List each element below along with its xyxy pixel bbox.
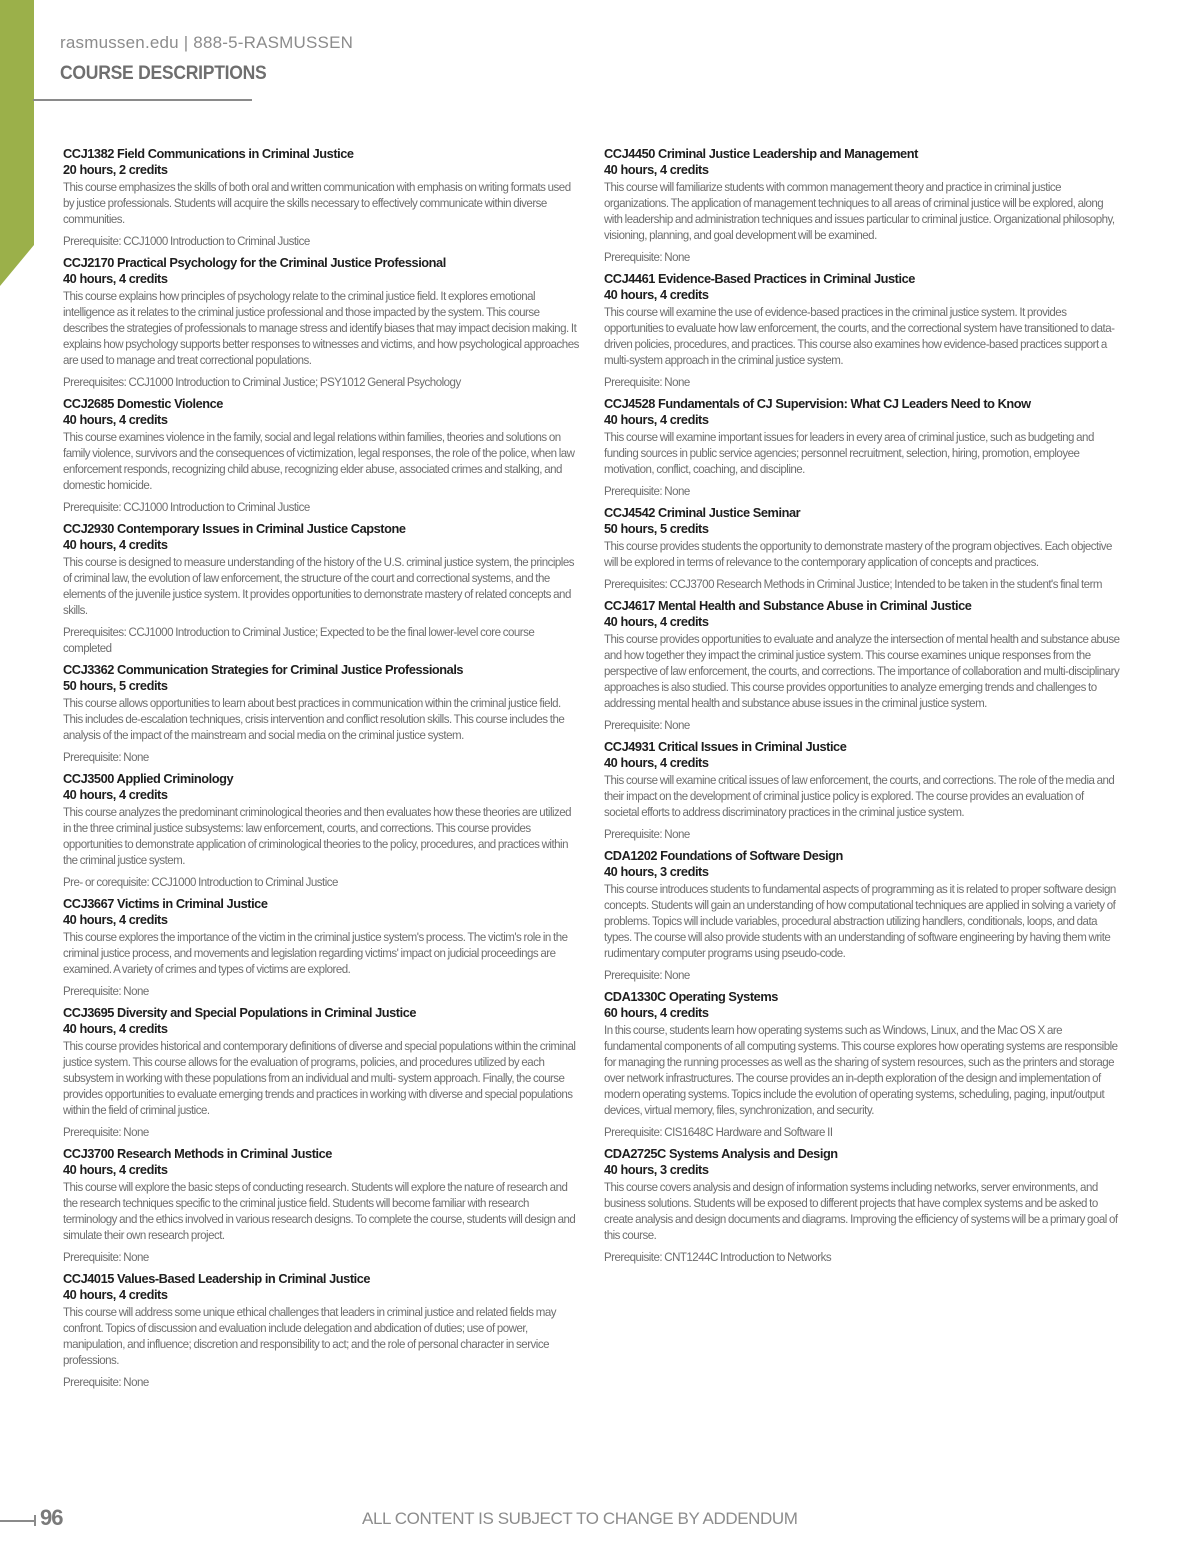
course-hours: 40 hours, 4 credits [63,1162,168,1177]
course-entry [63,771,583,890]
course-title: CCJ3700 Research Methods in Criminal Justice [63,1146,332,1161]
course-entry [604,271,1124,390]
course-hours: 40 hours, 4 credits [604,755,709,770]
course-description: This course will examine critical issues of law enforcement, the courts, and corrections. The role of the media and their impact on the development of criminal justice policy is explored. The course provides an evaluation of societal efforts to address discriminatory practices in the criminal justice system. [604,773,1115,819]
course-prerequisite: Prerequisites: CCJ1000 Introduction to Criminal Justice; Expected to be the final lower-level core course completed [63,625,535,655]
course-prerequisite: Prerequisite: CNT1244C Introduction to Networks [604,1250,832,1264]
course-entry [604,989,1124,1140]
course-description: This course analyzes the predominant criminological theories and then evaluates how these theories are utilized in the three criminal justice subsystems: law enforcement, courts, and corrections. This course provides opportunities to demonstrate application of criminological theories to the policy, procedures, and practices within the criminal justice system. [63,805,572,867]
course-description: This course explores the importance of the victim in the criminal justice system's process. The victim's role in the criminal justice process, and movements and legislation regarding victims' impact on judicial proceedings are examined. A variety of crimes and types of victims are explored. [63,930,568,976]
course-entry [63,396,583,515]
course-hours: 40 hours, 4 credits [63,412,168,427]
course-entry [604,739,1124,842]
header-divider [33,99,252,101]
course-title: CDA2725C Systems Analysis and Design [604,1146,838,1161]
course-description: This course explains how principles of psychology relate to the criminal justice field. It explores emotional intelligence as it relates to the criminal justice professional and those impacted by the system. This course describes the strategies of professionals to manage stress and identify biases that may impact decision making. It explains how psychology supports better responses to witnesses and victims, and how psychological approaches are used to manage and treat correctional populations. [63,289,579,367]
course-prerequisite: Prerequisite: None [604,718,690,732]
course-prerequisite: Prerequisite: CIS1648C Hardware and Software II [604,1125,833,1139]
footer-tick [34,1515,36,1526]
course-entry [604,505,1124,592]
course-hours: 40 hours, 4 credits [63,1287,168,1302]
course-entry [63,1146,583,1265]
course-title: CCJ4528 Fundamentals of CJ Supervision: What CJ Leaders Need to Know [604,396,1031,411]
course-entry [63,521,583,656]
course-description: This course provides historical and contemporary definitions of diverse and special populations within the criminal justice system. This course allows for the evaluation of programs, policies, and procedures utilized by each subsystem in working with these populations from an individual and multi- system approach. Finally, the course provides opportunities to evaluate emerging trends and practices in working with diverse and special populations within the field of criminal justice. [63,1039,576,1117]
course-entry [604,396,1124,499]
course-prerequisite: Prerequisite: None [604,827,690,841]
course-entry [604,848,1124,983]
course-hours: 40 hours, 4 credits [63,787,168,802]
course-title: CCJ4461 Evidence-Based Practices in Criminal Justice [604,271,915,286]
course-entry [604,598,1124,733]
course-description: This course provides opportunities to evaluate and analyze the intersection of mental health and substance abuse and how together they impact the criminal justice system. This course examines unique responses from the perspective of law enforcement, the courts, and corrections. The importance of collaboration and multi-disciplinary approaches is also studied. This course provides opportunities to analyze emerging trends and challenges to addressing mental health and substance abuse issues in the criminal justice system. [604,632,1120,710]
course-prerequisite: Prerequisite: None [63,1375,149,1389]
course-prerequisite: Prerequisites: CCJ1000 Introduction to Criminal Justice; PSY1012 General Psychology [63,375,461,389]
course-hours: 20 hours, 2 credits [63,162,168,177]
footer-rule [0,1520,34,1522]
course-hours: 40 hours, 4 credits [63,537,168,552]
course-hours: 40 hours, 3 credits [604,864,709,879]
course-entry [63,662,583,765]
course-description: This course covers analysis and design of information systems including networks, server environments, and business solutions. Students will be exposed to different projects that have complex systems and be asked to create analysis and design documents and diagrams. Improving the efficiency of systems will be a primary goal of this course. [604,1180,1118,1242]
course-title: CCJ3500 Applied Criminology [63,771,234,786]
course-title: CCJ4450 Criminal Justice Leadership and Management [604,146,918,161]
course-hours: 40 hours, 4 credits [63,1021,168,1036]
course-entry [63,896,583,999]
course-prerequisite: Prerequisite: CCJ1000 Introduction to Criminal Justice [63,234,310,248]
course-title: CCJ2685 Domestic Violence [63,396,223,411]
course-entry [604,146,1124,265]
course-title: CCJ2170 Practical Psychology for the Criminal Justice Professional [63,255,446,270]
course-description: This course examines violence in the family, social and legal relations within families, theories and solutions on family violence, survivors and the consequences of victimization, legal responses, the role of the police, when law enforcement responds, recognizing child abuse, recognizing elder abuse, associated crimes and stalking, and domestic homicide. [63,430,575,492]
course-description: This course introduces students to fundamental aspects of programming as it is related to proper software design concepts. Students will gain an understanding of how computational techniques are applied in solving a variety of problems. Topics will include variables, procedural abstraction utilizing handlers, conditionals, loops, and data types. The course will also provide students with an understanding of software engineering by having them write rudimentary computer programs using pseudo-code. [604,882,1116,960]
accent-bar [0,0,34,286]
page-number: 96 [40,1505,63,1530]
course-description: This course will examine the use of evidence-based practices in the criminal justice system. It provides opportunities to evaluate how law enforcement, the courts, and the correctional system have transitioned to data-driven policies, procedures, and practices. This course also examines how evidence-based practices support a multi-system approach in the criminal justice system. [604,305,1115,367]
footer-disclaimer: ALL CONTENT IS SUBJECT TO CHANGE BY ADDENDUM [362,1509,798,1528]
course-hours: 40 hours, 4 credits [63,271,168,286]
course-entry [63,146,583,249]
course-description: This course will familiarize students with common management theory and practice in criminal justice organizations. The application of management techniques to all areas of criminal justice will be explored, along with leadership and administration techniques and issues particular to criminal justice. Organizational philosophy, visioning, planning, and goal development will be examined. [604,180,1115,242]
course-title: CDA1330C Operating Systems [604,989,778,1004]
course-prerequisite: Prerequisites: CCJ3700 Research Methods in Criminal Justice; Intended to be taken in the student's final term [604,577,1103,591]
course-title: CCJ4542 Criminal Justice Seminar [604,505,801,520]
course-hours: 40 hours, 3 credits [604,1162,709,1177]
course-title: CCJ4931 Critical Issues in Criminal Justice [604,739,847,754]
course-hours: 40 hours, 4 credits [604,614,709,629]
course-description: This course will address some unique ethical challenges that leaders in criminal justice and related fields may confront. Topics of discussion and evaluation include delegation and abdication of duties; use of power, manipulation, and influence; discretion and responsibility to act; and the role of personal character in service professions. [63,1305,557,1367]
left-column [63,146,583,1396]
right-column [604,146,1124,1271]
course-entry [63,255,583,390]
course-title: CCJ1382 Field Communications in Criminal Justice [63,146,354,161]
course-hours: 50 hours, 5 credits [63,678,168,693]
course-description: This course provides students the opportunity to demonstrate mastery of the program objectives. Each objective will be explored in terms of relevance to the contemporary application of concepts and practices. [604,539,1112,569]
course-prerequisite: Prerequisite: None [604,968,690,982]
course-title: CCJ2930 Contemporary Issues in Criminal Justice Capstone [63,521,406,536]
course-hours: 50 hours, 5 credits [604,521,709,536]
course-hours: 40 hours, 4 credits [604,287,709,302]
course-title: CCJ4617 Mental Health and Substance Abuse in Criminal Justice [604,598,972,613]
course-hours: 40 hours, 4 credits [604,162,709,177]
course-description: This course will examine important issues for leaders in every area of criminal justice, such as budgeting and funding sources in public service agencies; personnel recruitment, selection, hiring, promotion, employee motivation, conflict, coaching, and discipline. [604,430,1094,476]
course-entry [604,1146,1124,1265]
course-hours: 40 hours, 4 credits [604,412,709,427]
course-description: This course emphasizes the skills of both oral and written communication with emphasis on writing formats used by justice professionals. Students will acquire the skills necessary to effectively communicate within diverse communities. [63,180,571,226]
course-hours: 40 hours, 4 credits [63,912,168,927]
course-description: This course will explore the basic steps of conducting research. Students will explore the nature of research and the research techniques specific to the criminal justice field. Students will become familiar with research terminology and the ethics involved in various research designs. To complete the course, students will design and simulate their own research project. [63,1180,576,1242]
site-contact: rasmussen.edu | 888-5-RASMUSSEN [60,33,354,52]
course-title: CDA1202 Foundations of Software Design [604,848,843,863]
course-description: In this course, students learn how operating systems such as Windows, Linux, and the Mac OS X are fundamental components of all computing systems. This course explores how operating systems are responsible for managing the running processes as well as the sharing of system resources, such as the printers and storage over network infrastructures. The course provides an in-depth exploration of the design and implementation of modern operating systems. Topics include the evolution of operating systems, scheduling, paging, input/output devices, virtual memory, files, synchronization, and security. [604,1023,1118,1117]
course-description: This course allows opportunities to learn about best practices in communication within the criminal justice field. This includes de-escalation techniques, crisis intervention and conflict resolution skills. This course includes the analysis of the impact of the mainstream and social media on the criminal justice system. [63,696,565,742]
course-title: CCJ3695 Diversity and Special Populations in Criminal Justice [63,1005,417,1020]
course-prerequisite: Prerequisite: None [63,984,149,998]
course-prerequisite: Prerequisite: None [63,1125,149,1139]
course-prerequisite: Prerequisite: None [604,250,690,264]
course-prerequisite: Pre- or corequisite: CCJ1000 Introduction to Criminal Justice [63,875,338,889]
course-prerequisite: Prerequisite: None [604,484,690,498]
course-title: CCJ3667 Victims in Criminal Justice [63,896,268,911]
page-title: COURSE DESCRIPTIONS [60,62,267,84]
course-prerequisite: Prerequisite: CCJ1000 Introduction to Criminal Justice [63,500,310,514]
course-prerequisite: Prerequisite: None [63,750,149,764]
course-entry [63,1005,583,1140]
course-hours: 60 hours, 4 credits [604,1005,709,1020]
course-title: CCJ4015 Values-Based Leadership in Criminal Justice [63,1271,371,1286]
course-prerequisite: Prerequisite: None [63,1250,149,1264]
course-prerequisite: Prerequisite: None [604,375,690,389]
course-description: This course is designed to measure understanding of the history of the U.S. criminal justice system, the principles of criminal law, the evolution of law enforcement, the structure of the court and correctional systems, and the elements of the juvenile justice system. It provides opportunities to demonstrate mastery of related concepts and skills. [63,555,574,617]
course-entry [63,1271,583,1390]
course-title: CCJ3362 Communication Strategies for Criminal Justice Professionals [63,662,464,677]
